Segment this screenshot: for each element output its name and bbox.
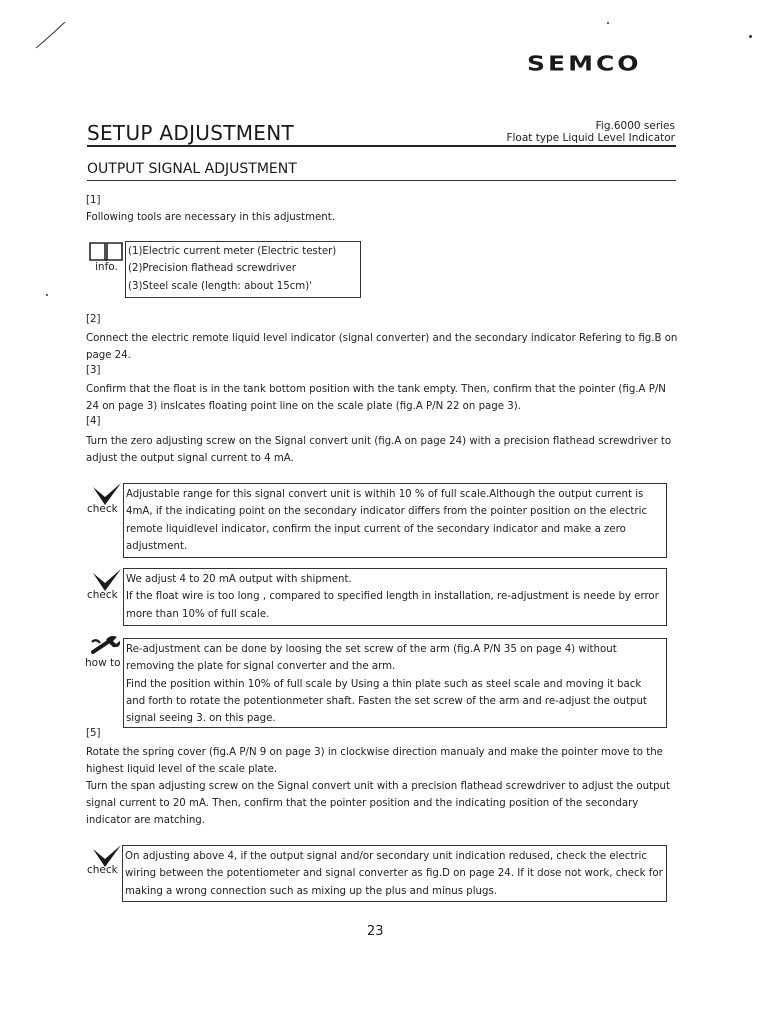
tools-list: [128, 243, 336, 295]
list-item: (2)Precision flathead screwdriver: [128, 263, 296, 275]
paragraph: [86, 381, 666, 415]
paragraph: [86, 744, 670, 829]
title-divider: [87, 145, 676, 147]
paragraph-line: highest liquid level of the scale plate.: [86, 764, 278, 775]
paragraph-line: indicator are matching.: [86, 815, 206, 826]
paragraph-line: Confirm that the float is in the tank bottom position with the tank empty. Then, confirm that the pointer (fig.A P/N: [86, 384, 666, 395]
book-icon: [88, 240, 124, 262]
step-tag: [5]: [86, 728, 101, 739]
paragraph-line: page 24.: [86, 350, 131, 361]
page-title: SETUP ADJUSTMENT: [87, 121, 295, 145]
paragraph-line: Connect the electric remote liquid level indicator (signal converter) and the secondary indicator Refering to fig.B on: [86, 333, 678, 344]
paragraph-line: Rotate the spring cover (fig.A P/N 9 on page 3) in clockwise direction manualy and make the pointer move to the: [86, 747, 663, 758]
note-line: removing the plate for signal converter and the arm.: [126, 661, 396, 673]
note-line: Find the position within 10% of full scale by Using a thin plate such as steel scale and moving it back: [126, 678, 642, 690]
section-subtitle: OUTPUT SIGNAL ADJUSTMENT: [87, 161, 297, 177]
check-label: check: [87, 589, 118, 601]
series-line: Fig.6000 series: [595, 120, 675, 132]
note-line: making a wrong connection such as mixing up the plus and minus plugs.: [125, 885, 498, 897]
paragraph-line: Turn the zero adjusting screw on the Signal convert unit (fig.A on page 24) with a precision flathead screwdriver to: [86, 436, 672, 447]
series-line: Float type Liquid Level Indicator: [506, 132, 675, 144]
note-line: Adjustable range for this signal convert unit is withih 10 % of full scale.Although the output current is: [126, 489, 644, 500]
paragraph: [86, 433, 671, 467]
check-label: check: [87, 503, 118, 515]
paragraph-line: Turn the span adjusting screw on the Signal convert unit with a precision flathead screwdriver to adjust the output: [86, 781, 671, 792]
note-line: 4mA, if the indicating point on the secondary indicator differs from the pointer position on the electric: [126, 506, 648, 518]
note-line: more than 10% of full scale.: [126, 608, 270, 620]
paragraph-line: 24 on page 3) inslcates floating point line on the scale plate (fig.A P/N 22 on page 3).: [86, 401, 521, 412]
scan-speck: [607, 22, 609, 24]
step-tag: [2]: [86, 314, 101, 325]
scan-speck: [46, 294, 48, 296]
paragraph: [86, 330, 677, 364]
note-line: adjustment.: [126, 540, 188, 552]
check-note: [126, 486, 647, 555]
check-label: check: [87, 864, 118, 876]
note-line: We adjust 4 to 20 mA output with shipment.: [126, 574, 352, 585]
note-line: remote liquidlevel indicator, confirm the input current of the secondary indicator and make a zero: [126, 523, 626, 535]
check-note: [126, 571, 659, 623]
scan-mark-pen-stroke: [34, 20, 68, 50]
paragraph-line: signal current to 20 mA. Then, confirm that the pointer position and the indicating position of the secondary: [86, 798, 639, 809]
step-tag: [4]: [86, 416, 101, 427]
paragraph: Following tools are necessary in this adjustment.: [86, 212, 335, 223]
brand-logo: SEMCO: [527, 52, 642, 76]
wrench-icon: [90, 634, 124, 656]
note-line: signal seeing 3. on this page.: [126, 713, 276, 725]
scan-speck: [749, 35, 752, 38]
step-tag: [3]: [86, 365, 101, 376]
info-label: info.: [95, 261, 118, 273]
howto-note: [126, 641, 647, 727]
list-item: (1)Electric current meter (Electric tester): [128, 246, 337, 257]
note-line: wiring between the potentiometer and signal converter as fig.D on page 24. If it dose not work, check for: [125, 868, 663, 880]
paragraph-line: adjust the output signal current to 4 mA.: [86, 453, 294, 464]
product-series: [506, 120, 675, 144]
check-note: [125, 848, 663, 900]
note-line: On adjusting above 4, if the output signal and/or secondary unit indication redused, check the electric: [125, 851, 647, 862]
page-number: 23: [367, 924, 384, 939]
note-line: If the float wire is too long , compared to specified length in installation, re-adjustment is neede by error: [126, 591, 659, 603]
step-tag: [1]: [86, 195, 101, 206]
note-line: and forth to rotate the potentionmeter shaft. Fasten the set screw of the arm and re-adjust the output: [126, 695, 647, 707]
note-line: Re-adjustment can be done by loosing the set screw of the arm (fig.A P/N 35 on page 4) without: [126, 644, 617, 655]
list-item: (3)Steel scale (length: about 15cm)': [128, 280, 312, 292]
subtitle-divider: [87, 180, 676, 181]
howto-label: how to: [85, 657, 121, 669]
